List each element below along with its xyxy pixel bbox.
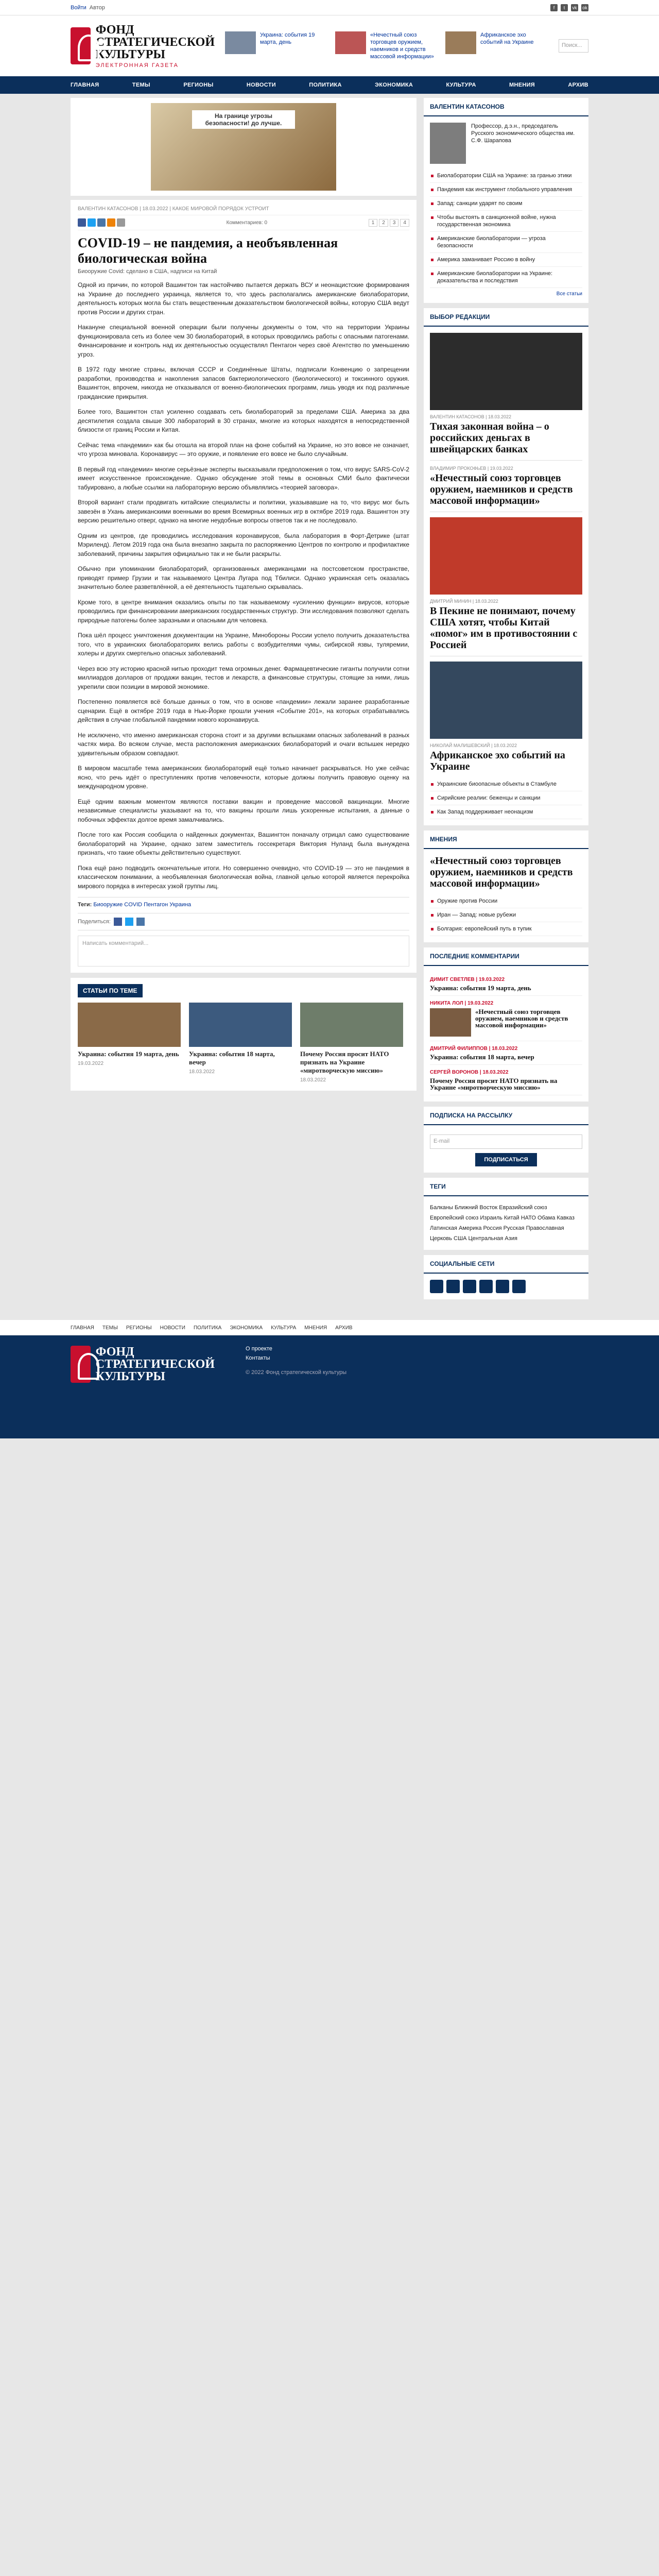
footer-about[interactable]: О проекте	[246, 1346, 272, 1352]
share-ok-icon[interactable]	[107, 218, 115, 227]
footer-link[interactable]: НОВОСТИ	[160, 1325, 185, 1331]
comment-item[interactable]: СЕРГЕЙ ВОРОНОВ | 18.03.2022 Почему Россия просит НАТО признать на Украине «миротворческую миссию»	[430, 1065, 582, 1095]
twitter-icon[interactable]	[446, 1280, 460, 1293]
youtube-icon[interactable]	[496, 1280, 509, 1293]
paragraph: В первый год «пандемии» многие серьёзные эксперты высказывали предположения о том, что вирус SARS-CoV-2 имеет искусственное происхождение. Однако обсуждение этой темы в основных СМИ было фактически табуировано, а любые ссылки на лабораторную версию объявлялись «теорией заговора».	[78, 465, 409, 491]
opinion-item[interactable]: Иран — Запад: новые рубежи	[430, 908, 582, 922]
author-article[interactable]: Американские биолаборатории — угроза безопасности	[430, 232, 582, 253]
feature-image[interactable]	[430, 517, 582, 595]
footer-link[interactable]: ГЛАВНАЯ	[71, 1325, 94, 1331]
tag-cloud[interactable]: Балканы Ближний Восток Евразийский союз Европейский союз Израиль Китай НАТО Обама Кавказ Латинская Америка Россия Русская Православная Церковь США Центральная Азия	[430, 1205, 575, 1242]
footer-link[interactable]: КУЛЬТУРА	[271, 1325, 297, 1331]
logo-tagline: ЭЛЕКТРОННАЯ ГАЗЕТА	[95, 62, 179, 69]
logo-mark	[71, 27, 91, 64]
paragraph: Пока ещё рано подводить окончательные итоги. Но совершенно очевидно, что COVID-19 — это не пандемия в классическом понимании, а необъявленная биологическая война, главной целью которой является перекройка мирового порядка в интересах узкой группы лиц.	[78, 864, 409, 890]
share-buttons	[78, 218, 125, 227]
logo-line2: СТРАТЕГИЧЕСКОЙ	[95, 35, 215, 49]
author-heading[interactable]: ВАЛЕНТИН КАТАСОНОВ	[424, 98, 588, 116]
footer-link[interactable]: ПОЛИТИКА	[193, 1325, 222, 1331]
opinions-heading: МНЕНИЯ	[424, 831, 588, 849]
footer-logo[interactable]: ФОНД СТРАТЕГИЧЕСКОЙ КУЛЬТУРЫ	[71, 1346, 215, 1383]
nav-item-news[interactable]: НОВОСТИ	[246, 82, 276, 88]
feature-list-item[interactable]: Украинские биоопасные объекты в Стамбуле	[430, 777, 582, 791]
author-bio: Профессор, д.э.н., председатель Русского экономического общества им. С.Ф. Шарапова	[471, 123, 575, 144]
feature-image[interactable]	[430, 662, 582, 739]
author-box	[424, 98, 588, 303]
tag-link[interactable]: Биооружие COVID Пентагон Украина	[93, 902, 192, 908]
breadcrumb[interactable]: ВАЛЕНТИН КАТАСОНОВ | 18.03.2022 | КАКОЕ МИРОВОЙ ПОРЯДОК УСТРОИТ	[78, 206, 269, 212]
related-thumb	[78, 1003, 181, 1047]
article-meta	[78, 215, 409, 230]
comment-field[interactable]: Написать комментарий...	[78, 936, 409, 967]
related-item[interactable]: Украина: события 19 марта, день 19.03.2022	[78, 1003, 181, 1084]
footer-link[interactable]: АРХИВ	[335, 1325, 353, 1331]
header-news-item[interactable]: Украина: события 19 марта, день	[225, 31, 328, 60]
twitter-icon[interactable]: t	[561, 4, 568, 11]
pager-item[interactable]: 2	[379, 219, 388, 227]
feature-title[interactable]: В Пекине не понимают, почему США хотят, чтобы Китай «помог» им в противостоянии с Россией	[430, 605, 578, 651]
paragraph: Накануне специальной военной операции были получены документы о том, что на территории Украины функционировала сеть из более чем 30 биолабораторий, в которых проводились работы с опасными патогенами. Финансирование и контроль над их деятельностью осуществлял Пентагон через своё Агентство по уменьшению угроз.	[78, 324, 409, 358]
nav-item-culture[interactable]: КУЛЬТУРА	[446, 82, 476, 88]
nav-item-opinions[interactable]: МНЕНИЯ	[509, 82, 535, 88]
related-item[interactable]: Почему Россия просит НАТО признать на Украине «миротворческую миссию» 18.03.2022	[300, 1003, 403, 1084]
author-article[interactable]: Пандемия как инструмент глобального управления	[430, 183, 582, 197]
author-article[interactable]: Американские биолаборатории на Украине: доказательства и последствия	[430, 267, 582, 288]
site-logo[interactable]	[71, 24, 215, 69]
footer-contacts[interactable]: Контакты	[246, 1355, 270, 1361]
facebook-icon[interactable]: f	[550, 4, 558, 11]
comment-item[interactable]: ДИМИТ СВЕТЛЕВ | 19.03.2022 Украина: события 19 марта, день	[430, 972, 582, 996]
paragraph: Пока шёл процесс уничтожения документации на Украине, Минобороны России успело получить доказательства того, что в украинских биолабораториях велись работы с возбудителями чумы, сибирской язвы, туляремии, холеры и других смертельно опасных заболеваний.	[78, 632, 409, 657]
article	[71, 200, 417, 973]
paragraph: Не исключено, что именно американская сторона стоит и за другими вспышками опасных заболеваний в разных частях мира. Во всяком случае, места расположения американских биолабораторий и очаги вспышек нередко удивительным образом совпадают.	[78, 731, 409, 757]
opinion-item[interactable]: Болгария: европейский путь в тупик	[430, 922, 582, 936]
news-thumb	[445, 31, 476, 54]
telegram-icon[interactable]	[479, 1280, 493, 1293]
social-links	[71, 5, 105, 11]
feature-list-item[interactable]: Как Запад поддерживает неонацизм	[430, 805, 582, 819]
comment-item[interactable]: ДМИТРИЙ ФИЛИППОВ | 18.03.2022 Украина: события 18 марта, вечер	[430, 1041, 582, 1065]
feature-title[interactable]: Тихая законная война – о российских деньгах в швейцарских банках	[430, 421, 549, 455]
social-box	[424, 1255, 588, 1299]
paragraph: После того как Россия сообщила о найденных документах, Вашингтон поначалу отрицал само существование биолабораторий на Украине, однако затем заместитель госсекретаря Виктория Нуланд была вынуждена признать, что такие объекты действительно существуют.	[78, 831, 409, 856]
related-articles	[71, 978, 417, 1091]
avatar	[430, 123, 466, 164]
copyright: © 2022 Фонд стратегической культуры	[246, 1369, 347, 1376]
related-thumb	[300, 1003, 403, 1047]
share-vk-icon[interactable]	[97, 218, 106, 227]
footer-link[interactable]: МНЕНИЯ	[304, 1325, 327, 1331]
footer-link[interactable]: ТЕМЫ	[102, 1325, 118, 1331]
paragraph: Сейчас тема «пандемии» как бы отошла на второй план на фоне событий на Украине, но это вовсе не означает, что угроза миновала. Коронавирус — это оружие, и появление его вовсе не было случайным.	[78, 441, 409, 457]
footer-link[interactable]: РЕГИОНЫ	[126, 1325, 152, 1331]
all-articles-link[interactable]: Все статьи	[556, 291, 582, 297]
social-heading: СОЦИАЛЬНЫЕ СЕТИ	[424, 1255, 588, 1274]
subscribe-heading: ПОДПИСКА НА РАССЫЛКУ	[424, 1107, 588, 1125]
author-article[interactable]: Запад: санкции ударят по своим	[430, 197, 582, 211]
comment-item[interactable]: НИКИТА ЛОЛ | 19.03.2022 «Нечестный союз торговцев оружием, наемников и средств массовой информации»	[430, 996, 582, 1041]
nav-item-archive[interactable]: АРХИВ	[568, 82, 588, 88]
nav-item-politics[interactable]: ПОЛИТИКА	[309, 82, 342, 88]
share-twitter-icon[interactable]	[88, 218, 96, 227]
paragraph: Второй вариант стали продвигать китайские специалисты и политики, указывавшие на то, что вирус мог быть завезён в Ухань американскими военными во время Всемирных военных игр в октябре 2019 года. Вашингтон эту версию решительно отверг, однако на многие неудобные вопросы ответов так и не последовало.	[78, 499, 409, 524]
article-subtitle: Биооружие Covid: сделано в США, надписи на Китай	[78, 268, 217, 275]
share-mail-icon[interactable]	[117, 218, 125, 227]
author-link[interactable]: Автор	[89, 5, 105, 11]
logo-line1: ФОНД	[95, 23, 134, 37]
related-heading: СТАТЬИ ПО ТЕМЕ	[78, 984, 143, 997]
article-tags: Теги: Биооружие COVID Пентагон Украина	[78, 897, 409, 908]
opinion-title[interactable]: «Нечестный союз торговцев оружием, наемников и средств массовой информации»	[430, 855, 573, 889]
feature-title[interactable]: Африканское эхо событий на Украине	[430, 750, 565, 772]
main-column	[71, 98, 417, 1304]
paragraph: Обычно при упоминании биолабораторий, организованных американцами на постсоветском пространстве, приводят пример Грузии и так называемого Центра Лугара под Тбилиси. Однако украинская сеть оказалась значительно более разветвлённой, а её деятельность тщательно скрывалась.	[78, 565, 409, 590]
latest-comments	[424, 947, 588, 1101]
pager-item[interactable]: 4	[400, 219, 409, 227]
paragraph: Ещё одним важным моментом являются поставки вакцин и проведение массовой вакцинации. Многие независимые специалисты указывают на то, что вакцины прошли лишь ускоренные испытания, а данные о побочных эффектах долгое время замалчивались.	[78, 798, 409, 823]
subscribe-box	[424, 1107, 588, 1173]
login-link[interactable]: Войти	[71, 5, 86, 11]
rss-icon[interactable]	[512, 1280, 526, 1293]
comments-count[interactable]: Комментариев: 0	[226, 219, 268, 226]
feature-image[interactable]	[430, 333, 582, 410]
footer	[0, 1320, 659, 1438]
nav-item-home[interactable]: ГЛАВНАЯ	[71, 82, 99, 88]
nav-item-regions[interactable]: РЕГИОНЫ	[183, 82, 214, 88]
share-facebook-icon[interactable]	[114, 918, 122, 926]
share-twitter-icon[interactable]	[125, 918, 133, 926]
news-thumb	[335, 31, 366, 54]
opinions-box	[424, 831, 588, 942]
paragraph: Более того, Вашингтон стал усиленно создавать сеть биолабораторий за пределами США. Америка за два десятилетия создала свыше 300 лабораторий в 30 странах, многие из которых находятся в непосредственной близости от границ России и Китая.	[78, 408, 409, 433]
sidebar	[424, 98, 588, 1304]
page-size-controls	[369, 219, 409, 227]
search-input[interactable]: Поиск...	[559, 39, 588, 53]
comment-thumb	[430, 1008, 471, 1037]
opinion-item[interactable]: Оружие против России	[430, 894, 582, 908]
vk-icon[interactable]: vk	[571, 4, 578, 11]
header-news-item[interactable]: Африканское эхо событий на Украине	[445, 31, 548, 60]
article-title: COVID-19 – не пандемия, а необъявленная биологическая война	[78, 235, 338, 266]
author-article[interactable]: Америка заманивает Россию в войну	[430, 253, 582, 267]
feature-list-item[interactable]: Сирийские реалии: беженцы и санкции	[430, 791, 582, 805]
article-body	[78, 281, 409, 891]
banner-image	[151, 103, 336, 191]
pager-item[interactable]: 1	[369, 219, 378, 227]
banner-caption: На границе угрозы безопасности! до лучше.	[192, 110, 295, 129]
editor-choice: ВЫБОР РЕДАКЦИИ ВАЛЕНТИН КАТАСОНОВ | 18.03.2022 Тихая законная война – о российских деньгах в швейцарских банках ВЛАДИМИР ПРОКОФЬЕВ | 19.03.2022 «Нечестный союз торговцев оружием, наемников и средств массовой информации» ДМИТРИЙ МИНИН | 18.03.2022 В Пекине не понимают, почему США хотят, чтобы Китай «помог» им в противостоянии с Россией НИКОЛАЙ МАЛИШЕВСКИЙ | 18.03.2022 Африканское эхо событий на Украине Украинские биоопасные объекты в Стамбуле Сирийские реалии: беженцы и санкции Как Запад поддерживает неонацизм	[424, 308, 588, 825]
logo-line3: КУЛЬТУРЫ	[95, 47, 165, 61]
comments-heading: ПОСЛЕДНИЕ КОММЕНТАРИИ	[424, 947, 588, 966]
subscribe-button[interactable]: ПОДПИСАТЬСЯ	[475, 1153, 537, 1166]
paragraph: В 1972 году многие страны, включая СССР и Соединённые Штаты, подписали Конвенцию о запрещении разработки, производства и накопления запасов бактериологического (биологического) и токсинного оружия. Вашингтон, впрочем, никогда не отказывался от военно-биологических программ, лишь уводя их под различные гражданские прикрытия.	[78, 366, 409, 400]
top-bar	[0, 0, 659, 15]
vk-icon[interactable]	[463, 1280, 476, 1293]
ok-icon[interactable]: ok	[581, 4, 588, 11]
author-article[interactable]: Чтобы выстоять в санкционной войне, нужна государственная экономика	[430, 211, 582, 232]
pager-item[interactable]: 3	[390, 219, 399, 227]
paragraph: Постепенно появляется всё больше данных о том, что в основе «пандемии» лежали заранее разработанные сценарии. Ещё в октябре 2019 года в Нью-Йорке прошли учения «Событие 201», на которых отрабатывались действия в случае глобальной пандемии нового коронавируса.	[78, 698, 409, 723]
paragraph: Одной из причин, по которой Вашингтон так настойчиво пытается держать ВСУ и неонацистские формирования на Украине до последнего украинца, является то, что здесь располагались американские биолаборатории, деятельность которых могла бы стать вещественным доказательством биологической войны, которую США ведут против России и других стран.	[78, 281, 409, 316]
tags-box	[424, 1178, 588, 1250]
tags-heading: ТЕГИ	[424, 1178, 588, 1196]
related-thumb	[189, 1003, 292, 1047]
header-news-item[interactable]: «Нечестный союз торговцев оружием, наемников и средств массовой информации»	[335, 31, 438, 60]
footer-link[interactable]: ЭКОНОМИКА	[230, 1325, 263, 1331]
paragraph: Кроме того, в центре внимания оказались опыты по так называемому «усилению функции» вирусов, которые проводились при финансировании американских государственных структур. Эти исследования позволяют сделать природные патогены более заразными и опасными для человека.	[78, 598, 409, 624]
paragraph: В мировом масштабе тема американских биолабораторий ещё только начинает раскрываться. Но уже сейчас ясно, что речь идёт о преступлениях против человечности, которые должны получить правовую оценку на международном уровне.	[78, 765, 409, 790]
logo-mark	[71, 1346, 91, 1383]
header	[0, 15, 659, 76]
email-field[interactable]: E-mail	[430, 1134, 582, 1149]
share-facebook-icon[interactable]	[78, 218, 86, 227]
bottom-share: Поделиться:	[78, 913, 409, 930]
article-banner	[71, 98, 417, 196]
nav-item-economy[interactable]: ЭКОНОМИКА	[375, 82, 413, 88]
nav-item-topics[interactable]: ТЕМЫ	[132, 82, 150, 88]
main-nav	[0, 76, 659, 94]
paragraph: Одним из центров, где проводились исследования коронавирусов, была лаборатория в Форт-Детрике (штат Мэриленд). Летом 2019 года она была внезапно закрыта по распоряжению Центров по контролю и профилактике заболеваний, причины закрытия официально так и не были раскрыты.	[78, 532, 409, 557]
editor-choice-heading: ВЫБОР РЕДАКЦИИ	[424, 308, 588, 327]
news-thumb	[225, 31, 256, 54]
header-news	[225, 31, 548, 60]
feature-title[interactable]: «Нечестный союз торговцев оружием, наемников и средств массовой информации»	[430, 472, 573, 506]
paragraph: Через всю эту историю красной нитью проходит тема огромных денег. Фармацевтические гиганты получили сотни миллиардов долларов от продажи вакцин, тестов и лекарств, а финансовые структуры, стоящие за ними, лишь укрепили свои позиции в мировой экономике.	[78, 665, 409, 690]
author-article[interactable]: Биолаборатории США на Украине: за гранью этики	[430, 169, 582, 183]
related-item[interactable]: Украина: события 18 марта, вечер 18.03.2022	[189, 1003, 292, 1084]
share-vk-icon[interactable]	[136, 918, 145, 926]
facebook-icon[interactable]	[430, 1280, 443, 1293]
